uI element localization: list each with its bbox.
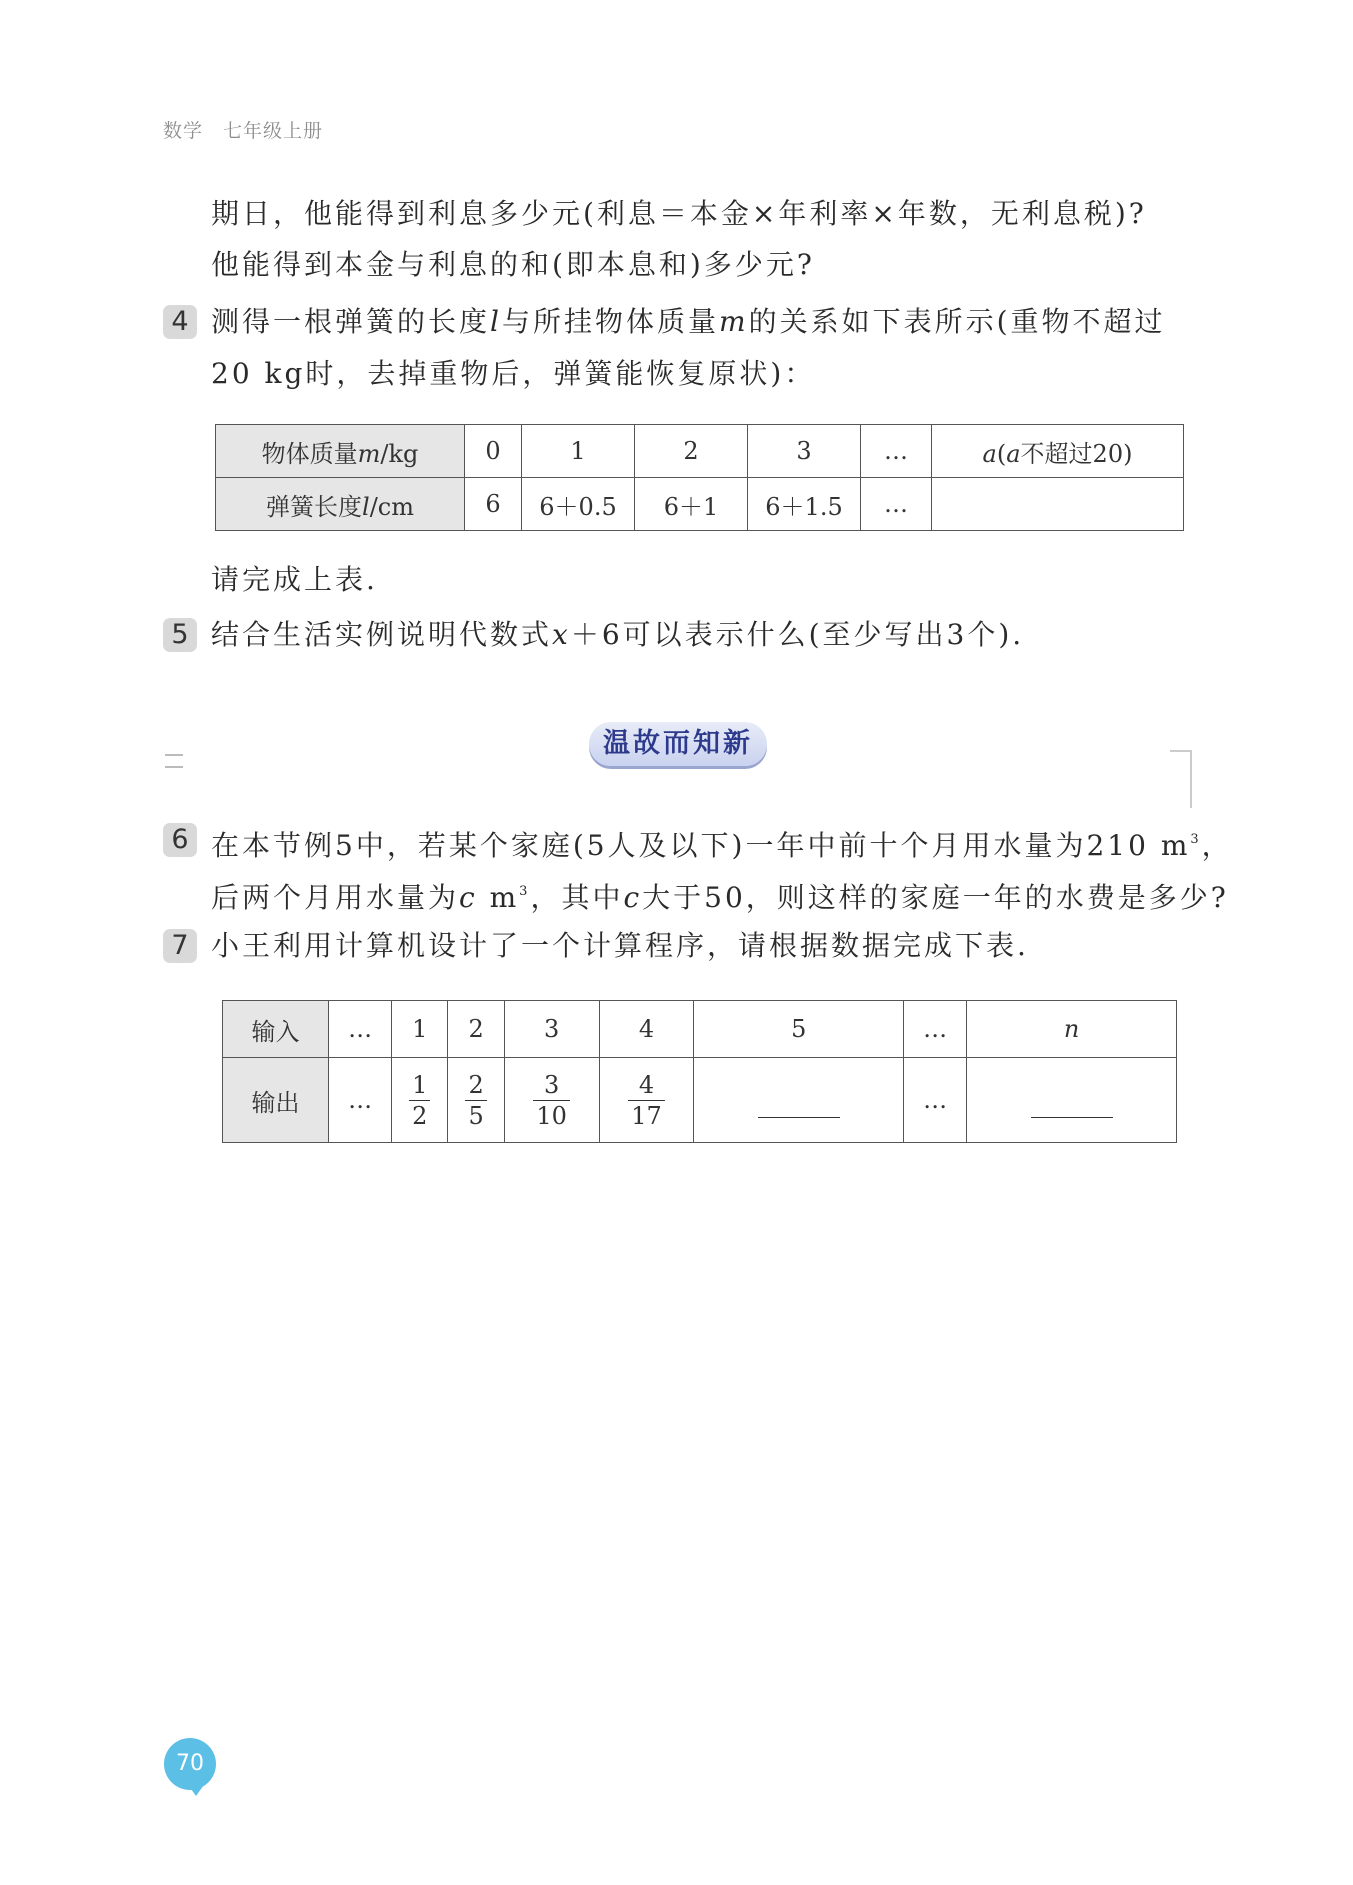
fraction-numerator: 1	[409, 1070, 430, 1101]
question-5-number: 5	[163, 618, 197, 652]
table-cell: …	[904, 1058, 967, 1143]
table-header-cell: 物体质量m/kg	[216, 425, 465, 478]
table-cell: 5	[694, 1001, 904, 1058]
q4-after: 请完成上表.	[211, 563, 378, 596]
table-header-cell: 弹簧长度l/cm	[216, 478, 465, 531]
fraction	[465, 1070, 486, 1131]
table-cell	[932, 478, 1184, 531]
table-cell: …	[329, 1058, 392, 1143]
fraction-numerator: 2	[465, 1070, 486, 1101]
q4-line2: 20 kg时，去掉重物后，弹簧能恢复原状)：	[211, 357, 816, 390]
table-cell: 0	[465, 425, 522, 478]
fraction-denominator: 5	[468, 1101, 484, 1130]
question-6-number: 6	[163, 823, 197, 857]
fraction	[409, 1070, 430, 1131]
table-cell	[599, 1058, 694, 1143]
table-header-cell: 输出	[223, 1058, 329, 1143]
page-number-tail	[186, 1782, 206, 1796]
table-cell: 2	[448, 1001, 504, 1058]
table-cell	[392, 1058, 448, 1143]
table-cell: 6＋0.5	[522, 478, 635, 531]
p3-line2: 他能得到本金与利息的和(即本息和)多少元?	[211, 248, 815, 281]
q7-text: 小王利用计算机设计了一个计算程序，请根据数据完成下表.	[211, 929, 1029, 962]
table-cell: n	[967, 1001, 1177, 1058]
table-cell: 1	[522, 425, 635, 478]
table-cell	[504, 1058, 599, 1143]
table-header-cell: 输入	[223, 1001, 329, 1058]
q6-line2: 后两个月用水量为c $m^3$，其中c大于50，则这样的家庭一年的水费是多少?	[211, 881, 1229, 914]
table-row	[216, 425, 1184, 478]
answer-blank[interactable]	[758, 1117, 840, 1118]
fraction	[628, 1070, 665, 1131]
header-subject: 数学	[163, 120, 204, 142]
table-row	[223, 1058, 1177, 1143]
table-cell: …	[329, 1001, 392, 1058]
table-cell: 3	[504, 1001, 599, 1058]
running-header	[163, 116, 323, 143]
table-cell: …	[904, 1001, 967, 1058]
question-4-number: 4	[163, 305, 197, 339]
fraction-denominator: 17	[631, 1101, 662, 1130]
table-cell	[448, 1058, 504, 1143]
table-cell: a(a不超过20)	[932, 425, 1184, 478]
fraction	[533, 1070, 570, 1131]
fraction-numerator: 3	[533, 1070, 570, 1101]
section-banner: 温故而知新	[589, 722, 767, 766]
table-cell: 2	[635, 425, 748, 478]
page-number: 70	[164, 1738, 216, 1790]
fraction-denominator: 2	[412, 1101, 428, 1130]
spring-table	[215, 424, 1184, 531]
question-7-number: 7	[163, 929, 197, 963]
fraction-numerator: 4	[628, 1070, 665, 1101]
answer-blank[interactable]	[1031, 1117, 1113, 1118]
section-divider-right	[1170, 750, 1192, 808]
fraction-denominator: 10	[536, 1101, 567, 1130]
table-row	[216, 478, 1184, 531]
p3-line1: 期日，他能得到利息多少元(利息＝本金×年利率×年数，无利息税)?	[211, 197, 1147, 230]
table-cell: 4	[599, 1001, 694, 1058]
table-cell	[967, 1058, 1177, 1143]
table-cell: 1	[392, 1001, 448, 1058]
table-row	[223, 1001, 1177, 1058]
q6-line1: 在本节例5中，若某个家庭(5人及以下)一年中前十个月用水量为210 $m^3$，	[211, 829, 1233, 862]
table-cell: 6＋1.5	[748, 478, 861, 531]
table-cell	[694, 1058, 904, 1143]
program-table	[222, 1000, 1177, 1143]
table-cell: …	[861, 478, 932, 531]
table-cell: 6	[465, 478, 522, 531]
header-grade: 七年级上册	[223, 120, 324, 142]
q5-text: 结合生活实例说明代数式x＋6可以表示什么(至少写出3个).	[211, 618, 1025, 651]
table-cell: 3	[748, 425, 861, 478]
q4-line1: 测得一根弹簧的长度l与所挂物体质量m的关系如下表所示(重物不超过	[211, 305, 1166, 338]
table-cell: 6＋1	[635, 478, 748, 531]
section-divider-left	[165, 754, 183, 768]
table-cell: …	[861, 425, 932, 478]
